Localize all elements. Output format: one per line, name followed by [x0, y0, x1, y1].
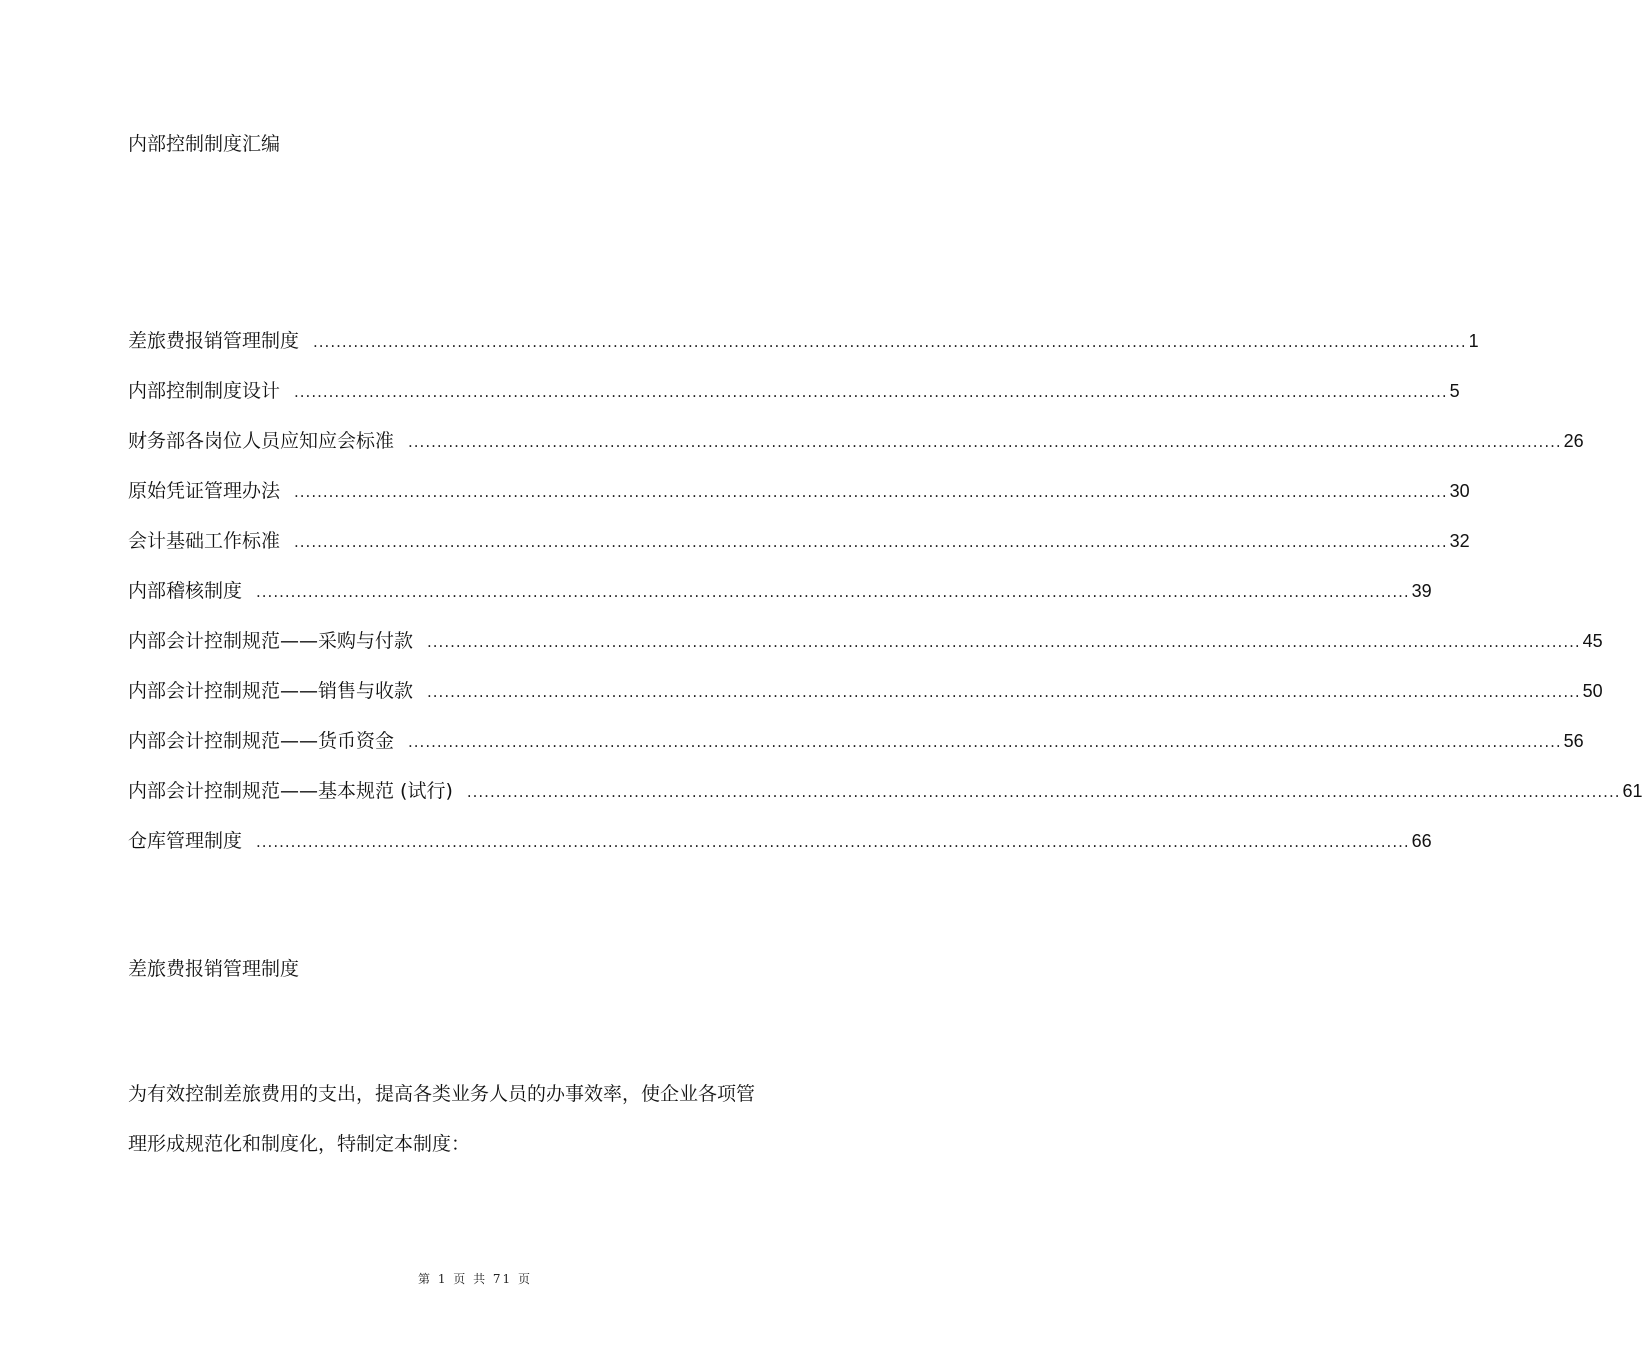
toc-leader-dots: ........................................................................................................................................................................................................	[294, 533, 1448, 551]
toc-entry[interactable]	[128, 428, 1584, 478]
toc-entry[interactable]	[128, 378, 1460, 428]
toc-entry-label: 内部会计控制规范——销售与收款	[128, 680, 414, 702]
toc-entry-page: 30	[1449, 481, 1470, 501]
toc-entry-label: 内部会计控制规范——采购与付款	[128, 630, 414, 652]
toc-entry-page: 56	[1563, 731, 1584, 751]
toc-entry-page: 61	[1622, 781, 1643, 801]
toc-leader-dots: ........................................................................................................................................................................................................	[256, 833, 1410, 851]
toc-entry-page: 45	[1582, 631, 1603, 651]
toc-entry[interactable]	[128, 778, 1643, 828]
toc-entry[interactable]	[128, 628, 1603, 678]
toc-entry-label: 内部会计控制规范——基本规范 (试行)	[128, 780, 453, 802]
page-footer: 第 1 页 共 71 页	[418, 1272, 532, 1286]
toc-entry[interactable]	[128, 328, 1479, 378]
toc-leader-dots: ........................................................................................................................................................................................................	[294, 383, 1448, 401]
toc-entry-label: 财务部各岗位人员应知应会标准	[128, 430, 395, 452]
toc-entry-label: 内部控制制度设计	[128, 380, 281, 402]
toc-entry-page: 1	[1468, 331, 1479, 351]
table-of-contents	[128, 328, 1643, 878]
body-paragraph-line: 理形成规范化和制度化，特制定本制度：	[128, 1133, 471, 1155]
toc-entry-page: 32	[1449, 531, 1470, 551]
toc-leader-dots: ........................................................................................................................................................................................................	[408, 733, 1562, 751]
toc-entry[interactable]	[128, 478, 1470, 528]
toc-leader-dots: ........................................................................................................................................................................................................	[256, 583, 1410, 601]
toc-entry-label: 原始凭证管理办法	[128, 480, 281, 502]
toc-leader-dots: ........................................................................................................................................................................................................	[466, 783, 1621, 801]
toc-entry[interactable]	[128, 728, 1584, 778]
toc-entry-label: 仓库管理制度	[128, 830, 243, 852]
toc-leader-dots: ........................................................................................................................................................................................................	[427, 683, 1581, 701]
toc-entry-page: 26	[1563, 431, 1584, 451]
toc-entry[interactable]	[128, 678, 1603, 728]
toc-entry-label: 内部稽核制度	[128, 580, 243, 602]
toc-entry[interactable]	[128, 578, 1432, 628]
toc-leader-dots: ........................................................................................................................................................................................................	[427, 633, 1581, 651]
toc-leader-dots: ........................................................................................................................................................................................................	[294, 483, 1448, 501]
toc-entry-page: 66	[1411, 831, 1432, 851]
toc-entry-page: 50	[1582, 681, 1603, 701]
body-paragraph-line: 为有效控制差旅费用的支出，提高各类业务人员的办事效率，使企业各项管	[128, 1083, 756, 1105]
toc-entry[interactable]	[128, 828, 1432, 878]
toc-leader-dots: ........................................................................................................................................................................................................	[313, 333, 1467, 351]
toc-entry-page: 39	[1411, 581, 1432, 601]
section-heading: 差旅费报销管理制度	[128, 958, 300, 980]
toc-entry-label: 差旅费报销管理制度	[128, 330, 300, 352]
toc-entry-label: 会计基础工作标准	[128, 530, 281, 552]
toc-entry[interactable]	[128, 528, 1470, 578]
toc-entry-page: 5	[1449, 381, 1460, 401]
toc-leader-dots: ........................................................................................................................................................................................................	[408, 433, 1562, 451]
toc-entry-label: 内部会计控制规范——货币资金	[128, 730, 395, 752]
document-title: 内部控制制度汇编	[128, 133, 281, 155]
